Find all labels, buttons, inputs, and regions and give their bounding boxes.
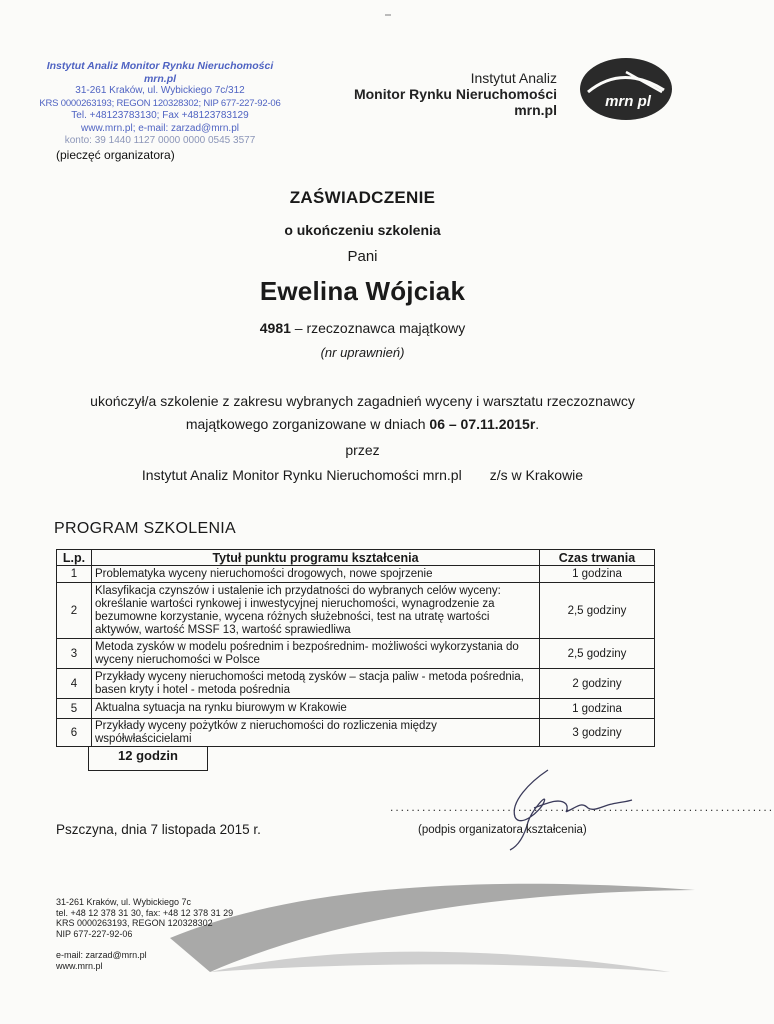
body-line-2-end: . [535, 416, 540, 432]
certificate-subtitle: o ukończeniu szkolenia [284, 222, 441, 238]
mrn-logo [578, 56, 674, 122]
organizer-name: Instytut Analiz Monitor Rynku Nieruchomości mrn.pl [141, 467, 462, 483]
row-lp: 1 [57, 566, 92, 583]
row-lp: 5 [57, 699, 92, 719]
license-number: 4981 [259, 320, 291, 336]
row-topic: Przykłady wyceny nieruchomości metodą zysków – stacja paliw - metoda pośrednia, basen kryty i hotel - metoda pośrednia [92, 669, 540, 699]
stamp-line-name: Instytut Analiz Monitor Rynku Nieruchomości mrn.pl [46, 60, 274, 85]
table-header-row [57, 550, 655, 566]
row-duration: 3 godziny [540, 719, 655, 747]
row-topic: Przykłady wyceny pożytków z nieruchomości do rozliczenia między współwłaścicielami [92, 719, 540, 747]
license-note: (nr uprawnień) [320, 345, 405, 360]
table-row [57, 669, 655, 699]
stamp-line-web: www.mrn.pl; e-mail: zarzad@mrn.pl [81, 122, 239, 134]
stamp-line-registry: KRS 0000263193; REGON 120328302; NIP 677-227-92-06 [39, 97, 281, 109]
table-row [57, 639, 655, 669]
email-line: e-mail: zarzad@mrn.pl [56, 950, 147, 960]
organizer-seat: z/s w Krakowie [489, 467, 584, 483]
row-topic: Problematyka wyceny nieruchomości drogowych, nowe spojrzenie [92, 566, 540, 583]
row-topic: Metoda zysków w modelu pośrednim i bezpośrednim- możliwości wykorzystania do wyceny nieruchomości w Polsce [92, 639, 540, 669]
row-topic: Klasyfikacja czynszów i ustalenie ich przydatności do wybranych celów wyceny: określanie wartości rynkowej i inwestycyjnej nieruchomości, wynagrodzenie za bezumowne korzystanie, wycena różnych służebności, test na utratę wartości aktywów, wartość MSSF 13, wartość sprawiedliwa [92, 583, 540, 639]
header-line-institute: Instytut Analiz [470, 70, 557, 86]
table-row [57, 699, 655, 719]
row-lp: 6 [57, 719, 92, 747]
logo-text: mrn pl [605, 93, 651, 110]
organizer-header [354, 70, 557, 118]
decorative-swoosh [170, 880, 695, 990]
row-duration: 2,5 godziny [540, 639, 655, 669]
row-duration: 2,5 godziny [540, 583, 655, 639]
signature-line: ........................................................................ [390, 800, 774, 814]
body-line-2 [0, 413, 725, 436]
address-line: 31-261 Kraków, ul. Wybickiego 7c [56, 897, 191, 907]
address-line: tel. +48 12 378 31 30, fax: +48 12 378 31 29 [56, 907, 234, 918]
license-title: – rzeczoznawca majątkowy [290, 320, 466, 336]
certificate-body [0, 390, 725, 436]
header-line-domain: mrn.pl [514, 102, 557, 118]
row-lp: 4 [57, 669, 92, 699]
program-heading: PROGRAM SZKOLENIA [54, 520, 237, 537]
by-word: przez [345, 442, 380, 458]
stamp-caption: (pieczęć organizatora) [56, 148, 175, 162]
footer-address [56, 897, 233, 939]
body-line-2-text: majątkowego zorganizowane w dniach [185, 416, 430, 432]
row-lp: 2 [57, 583, 92, 639]
header-line-monitor: Monitor Rynku Nieruchomości [353, 86, 557, 102]
stamp-line-account: konto: 39 1440 1127 0000 0000 0545 3577 [64, 135, 256, 146]
program-table [56, 549, 655, 747]
stamp-line-phone: Tel. +48123783130; Fax +48123783129 [71, 110, 249, 121]
row-topic: Aktualna sytuacja na rynku biurowym w Krakowie [92, 699, 540, 719]
organizer-line [0, 467, 725, 483]
table-row [57, 583, 655, 639]
table-row [57, 566, 655, 583]
row-duration: 1 godzina [540, 699, 655, 719]
address-line: KRS 0000263193, REGON 120328302 [56, 918, 213, 928]
footer-contact [56, 950, 147, 971]
row-lp: 3 [57, 639, 92, 669]
table-row [57, 719, 655, 747]
salutation: Pani [347, 248, 378, 265]
stamp-line-address: 31-261 Kraków, ul. Wybickiego 7c/312 [75, 85, 245, 96]
www-line: www.mrn.pl [56, 960, 103, 971]
license-line [0, 320, 725, 336]
row-duration: 2 godziny [540, 669, 655, 699]
total-hours: 12 godzin [88, 746, 208, 771]
column-header-lp: L.p. [57, 550, 92, 566]
scan-mark [385, 14, 391, 16]
place-date: Pszczyna, dnia 7 listopada 2015 r. [56, 822, 261, 837]
signature [470, 762, 640, 852]
certificate-title: ZAŚWIADCZENIE [289, 188, 436, 207]
row-duration: 1 godzina [540, 566, 655, 583]
address-line: NIP 677-227-92-06 [56, 928, 133, 939]
body-line-1: ukończył/a szkolenie z zakresu wybranych zagadnień wyceny i warsztatu rzeczoznawcy [90, 393, 635, 409]
training-dates: 06 – 07.11.2015r [429, 416, 536, 432]
organizer-stamp [30, 60, 290, 148]
signature-caption: (podpis organizatora kształcenia) [418, 824, 587, 836]
column-header-title: Tytuł punktu programu kształcenia [92, 550, 540, 566]
column-header-duration: Czas trwania [540, 550, 655, 566]
recipient-name: Ewelina Wójciak [259, 276, 466, 306]
